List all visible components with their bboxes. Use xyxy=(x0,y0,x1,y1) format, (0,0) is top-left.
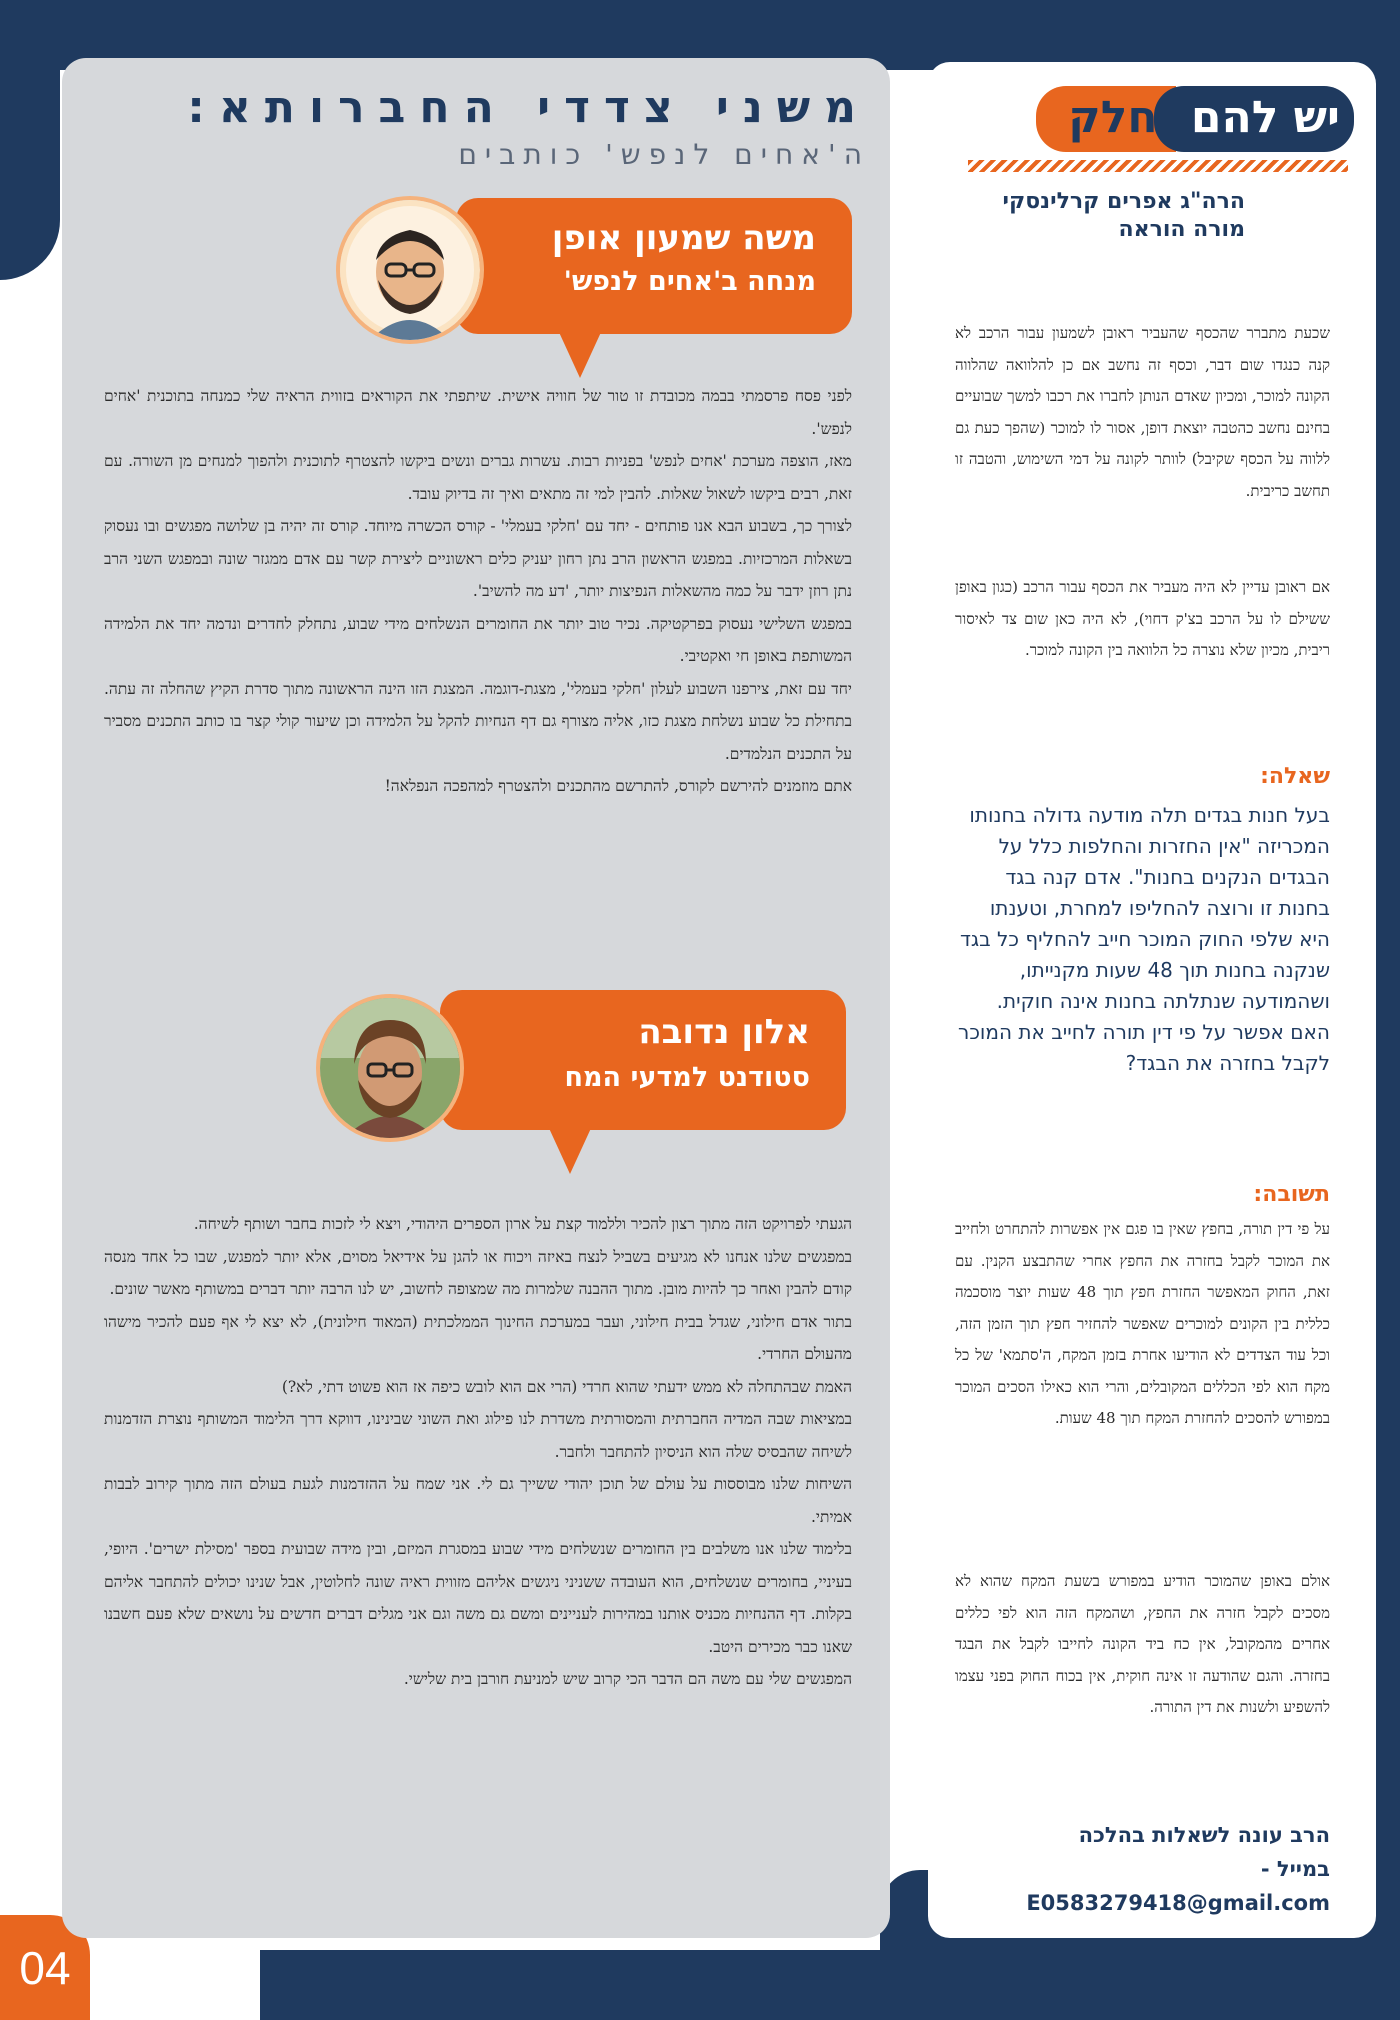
answer-paragraph-2: אולם באופן שהמוכר הודיע במפורש בשעת המקח שהוא לא מסכים לקבל חזרה את החפץ, ושהמקח הזה הוא לפי כללים אחרים מהמקובל, אין כח ביד הקונה לחייבו לקבל את הבגד בחזרה. והגם שהודעה זו אינה חוקית, אין בכוח החוק בפני עצמו להשפיע ולשנות את דין התורה. xyxy=(955,1572,1330,1716)
column-title-main: חלק xyxy=(1068,92,1158,143)
column-title-highlight: יש להם xyxy=(1190,92,1340,143)
writer-1-paragraph: אתם מוזמנים להירשם לקורס, להתרשם מהתכנים ולהצטרף למהפכה הנפלאה! xyxy=(384,777,852,795)
writer-2-article xyxy=(104,1208,852,1696)
writer-2-paragraph: המפגשים שלי עם משה הם הדבר הכי קרוב שיש למניעת חורבן בית שלישי. xyxy=(403,1670,852,1688)
writer-1-paragraph: לפני פסח פרסמתי בבמה מכובדת זו טור של חוויה אישית. שיתפתי את הקוראים בזווית הראיה שלי כמנחה בתוכנית 'אחים לנפש'. xyxy=(104,387,852,438)
page-number: 04 xyxy=(0,1915,90,2020)
writer-1-name: משה שמעון אופן xyxy=(551,218,816,258)
writer-1-paragraph: במפגש השלישי נעסוק בפרקטיקה. נכיר טוב יותר את החומרים הנשלחים מידי שבוע, נתחלק לחדרים ונדמה יחד את הלמידה המשותפת באופן חי ואקטיבי. xyxy=(104,614,852,665)
writer-1-article xyxy=(104,380,852,803)
writer-2-paragraph: השיחות שלנו מבוססות על עולם של תוכן יהודי ששייך גם לי. אני שמח על ההזדמנות לגעת בעולם הזה מתוך קירוב לבבות אמיתי. xyxy=(104,1475,852,1526)
writer-1-paragraph: מאז, הוצפה מערכת 'אחים לנפש' בפניות רבות. עשרות גברים ונשים ביקשו להצטרף לתוכנית ולהפוך למנחים מן השורה. עם זאת, רבים ביקשו לשאול שאלות. להבין למי זה מתאים ואיך זה בדיוק עובד. xyxy=(104,452,852,503)
question-heading: שאלה: xyxy=(1260,764,1330,789)
writer-1-avatar xyxy=(336,196,484,344)
rabbi-name: הרה"ג אפרים קרלינסקי xyxy=(1002,189,1245,214)
writer-1-paragraph: לצורך כך, בשבוע הבא אנו פותחים - יחד עם 'חלקי בעמלי' - קורס הכשרה מיוחד. קורס זה יהיה בן שלושה מפגשים ובו נעסוק בשאלות המרכזיות. במפגש הראשון הרב נתן רחון יעניק כלים ראשוניים ליצירת קשר עם אדם ממגזר שונה ובמפגש השני הרב נתן רוזן ידבר על כמה מהשאלות הנפיצות יותר, 'דע מה להשיב'. xyxy=(104,517,852,600)
writer-1-paragraph: יחד עם זאת, צירפנו השבוע לעלון 'חלקי בעמלי', מצגת-דוגמה. המצגת הזו הינה הראשונה מתוך סדרת הקיץ שהחלה זה עתה. בתחילת כל שבוע נשלחת מצגת כזו, אליה מצורף גם דף הנחיות להקל על הלמידה וכן שיעור קולי קצר בו כותב התכנים מסביר על התכנים הנלמדים. xyxy=(104,679,852,763)
intro-paragraph-1: שכעת מתברר שהכסף שהעביר ראובן לשמעון עבור הרכב לא קנה כנגדו שום דבר, וכסף זה נחשב אם כן להלוואה שהלווה הקונה למוכר, ומכיון שאדם הנותן לחברו את רכבו למשך שבועיים בחינם נחשב כהטבה יוצאת דופן, אסור לו למוכר (שהפך כעת גם ללווה על הכסף שקיבל) לוותר לקונה על דמי השימוש, והטבה זו תחשב כריבית. xyxy=(955,324,1330,500)
question-text: בעל חנות בגדים תלה מודעה גדולה בחנותו המכריזה "אין החזרות והחלפות כלל על הבגדים הנקנים בחנות". אדם קנה בגד בחנות זו ורוצה להחליפו למחרת, וטענתו היא שלפי החוק המוכר חייב להחליף כל בגד שנקנה בחנות תוך 48 שעות מקנייתו, ושהמודעה שנתלתה בחנות אינה חוקית. האם אפשר על פי דין תורה לחייב את המוכר לקבל בחזרה את הבגד? xyxy=(958,803,1330,1075)
intro-paragraph-2: אם ראובן עדיין לא היה מעביר את הכסף עבור הרכב (כגון באופן ששילם לו על הרכב בצ'ק דחוי), לא היה כאן שום צד לאיסור ריבית, מכיון שלא נוצרה כל הלוואה בין הקונה למוכר. xyxy=(955,578,1330,659)
decorative-stripes xyxy=(968,160,1348,172)
writer-2-banner xyxy=(440,990,846,1130)
writer-2-role: סטודנט למדעי המח xyxy=(564,1062,810,1093)
rabbi-byline xyxy=(955,188,1245,244)
column-title xyxy=(1036,86,1354,152)
section-title: משני צדדי החברותא: xyxy=(187,82,870,133)
writer-2-paragraph: במפגשים שלנו אנחנו לא מגיעים בשביל לנצח באיזה ויכוח או להגן על אידיאל מסוים, אלא יותר למפגש, שבו כל אחד מנסה קודם להבין ואחר כך להיות מובן. מתוך ההבנה שלמרות מה שמצופה לחשוב, יש לנו הרבה יותר דברים במשותף מאשר שונים. xyxy=(104,1247,852,1298)
writer-2-paragraph: הגעתי לפרויקט הזה מתוך רצון להכיר וללמוד קצת על ארון הספרים היהודי, ויצא לי לזכות בחבר ושותף לשיחה. xyxy=(193,1215,852,1233)
contact-email[interactable]: במייל - E0583279418@gmail.com xyxy=(1026,1857,1330,1915)
rabbi-role: מורה הוראה xyxy=(1118,217,1245,242)
contact-footer xyxy=(955,1818,1330,1920)
section-subtitle: ה'אחים לנפש' כותבים xyxy=(458,138,870,171)
writer-1-banner-tail xyxy=(558,330,602,378)
writer-2-paragraph: במציאות שבה המדיה החברתית והמסורתית משדרת לנו פילוג ואת השוני שבינינו, דווקא דרך הלימוד המשותף נוצרת הזדמנות לשיחה שהבסיס שלה הוא הניסיון להתחבר ולחבר. xyxy=(104,1410,852,1461)
writer-2-paragraph: בתור אדם חילוני, שגדל בבית חילוני, ועבר במערכת החינוך הממלכתית (המאוד חילונית), לא יצא לי אף פעם להכיר מישהו מהעולם החרדי. xyxy=(104,1312,852,1363)
writer-2-banner-tail xyxy=(548,1126,592,1174)
answer-paragraph-1: על פי דין תורה, בחפץ שאין בו פגם אין אפשרות להתחרט ולחייב את המוכר לקבל בחזרה את החפץ אחרי שהתבצע הקנין. עם זאת, החוק המאפשר החזרת חפץ תוך 48 שעות יוצר מוסכמה כללית בין הקונים למוכרים שאפשר להחזיר חפץ תוך הזמן הזה, וכל עוד הצדדים לא הודיעו אחרת בזמן המקח, ה'סתמא' של כל מקח הוא לפי הכללים המקובלים, והרי הוא כאילו הסכים המוכר במפורש להסכים להחזרת המקח תוך 48 שעות. xyxy=(955,1220,1330,1427)
writer-2-paragraph: האמת שבהתחלה לא ממש ידעתי שהוא חרדי (הרי אם הוא לובש כיפה אז הוא פשוט דתי, לא?) xyxy=(281,1377,852,1396)
writer-1-banner xyxy=(456,198,852,334)
writer-2-avatar xyxy=(316,994,464,1142)
navy-frame-left xyxy=(0,0,60,280)
writer-2-paragraph: בלימוד שלנו אנו משלבים בין החומרים שנשלחים מידי שבוע במסגרת המיזם, ובין מידה שבועית בספר 'מסילת ישרים'. היופי, בעיניי, בחומרים שנשלחים, הוא העובדה ששניני ניגשים אליהם מזווית ראיה שונה לחלוטין, אבל שנינו יכולים להתחבר אליהם בקלות. דף ההנחיות מכניס אותנו במהירות לעניינים ומשם גם משה וגם אני מגלים דברים חדשים על נושאים שלא פעם חשבנו שאנו כבר מכירים היטב. xyxy=(104,1540,852,1656)
writer-1-role: מנחה ב'אחים לנפש' xyxy=(563,266,816,297)
writer-2-name: אלון נדובה xyxy=(638,1012,810,1052)
contact-line-1: הרב עונה לשאלות בהלכה xyxy=(1078,1823,1330,1847)
answer-heading: תשובה: xyxy=(1253,1182,1330,1207)
